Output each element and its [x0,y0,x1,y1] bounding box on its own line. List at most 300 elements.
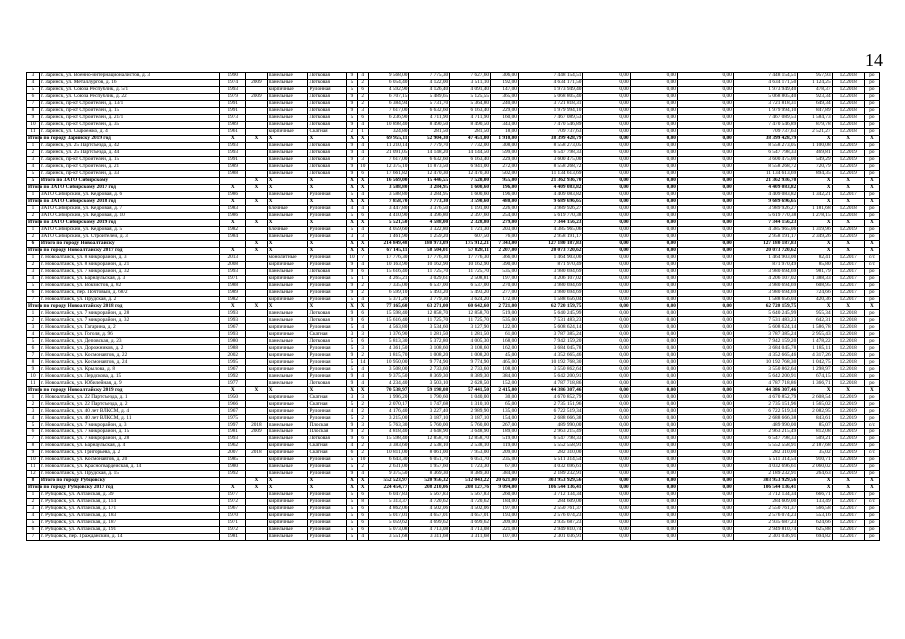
housing-repair-table [26,72,880,541]
table-cell: Рулонная [308,464,347,471]
table-cell: 5 371,20 [368,296,409,303]
table-cell: 1 979 994,10 [733,107,797,114]
table-cell: 552 523,97 [368,478,409,485]
table-cell: панельные [267,156,308,163]
table-cell: Рулонная [308,471,347,478]
table-row [27,317,880,324]
table-row [27,415,880,422]
table-cell: 2 631,00 [368,464,409,471]
table-cell: 0,00 [583,352,630,359]
table-cell: Х [357,303,368,310]
table-cell: 1 979 994,10 [518,107,582,114]
table-cell: 469,81 [798,149,832,156]
table-cell: 5 [347,401,358,408]
table-cell: 12.2017 [832,268,864,275]
table-cell: 5 640 245,99 [733,310,797,317]
table-cell [246,226,267,233]
table-cell: панельные [267,114,308,121]
table-total-row [27,478,880,485]
table-cell: 0,00 [677,436,733,443]
table-cell: Х [357,219,368,226]
table-cell: 2 538,10 [409,443,450,450]
table-cell: 0,00 [630,163,677,170]
table-cell: 1980 [220,464,246,471]
table-cell: 2 989,90 [450,408,491,415]
table-cell: 4 [27,331,40,338]
table-cell: с/с [864,254,879,261]
table-cell: панельные [267,233,308,240]
table-cell: Х [220,303,246,310]
table-cell: 1 [357,275,368,282]
table-cell: 3 550 862,64 [733,366,797,373]
table-cell: 0,00 [677,373,733,380]
table-cell: 209,00 [491,520,519,527]
table-cell: Лотковая [308,79,347,86]
table-cell: 0,00 [583,247,630,254]
table-cell: 0,00 [583,233,630,240]
table-cell: Лотковая [308,338,347,345]
table-cell: 4 592,90 [368,86,409,93]
table-cell: 5 [347,464,358,471]
table-row [27,352,880,359]
table-cell: 894,35 [798,170,832,177]
table-cell: 0,00 [630,289,677,296]
table-cell: 0,00 [630,177,677,184]
table-cell [246,506,267,513]
table-row [27,107,880,114]
table-cell: 35,02 [798,450,832,457]
table-cell: 2 688 666,38 [733,415,797,422]
table-cell: Х [798,135,832,142]
table-cell: 12.2018 [832,205,864,212]
table-cell: 6 [357,86,368,93]
table-cell: 4 059,60 [368,226,409,233]
table-cell: 12.2019 [832,429,864,436]
table-cell: кирпичные [267,324,308,331]
table-cell [246,345,267,352]
table-cell: 6 [27,429,40,436]
table-cell: 0,00 [677,156,733,163]
table-cell: 162,00 [491,345,519,352]
table-cell: 0,00 [583,114,630,121]
table-cell: кирпичные [267,499,308,506]
table-cell: Х [308,387,347,394]
table-cell: 0,00 [677,177,733,184]
table-cell: 1 600,60 [450,191,491,198]
table-cell [246,282,267,289]
table-cell: Х [798,485,832,492]
table-cell: 1 [27,310,40,317]
table-cell: 208 210,06 [409,485,450,492]
table-cell: 0,00 [583,261,630,268]
table-cell: 9 [347,422,358,429]
table-cell: 5 [347,275,358,282]
table-cell: Х [832,485,864,492]
table-cell: ро [864,533,879,540]
table-cell: 1989 [220,121,246,128]
table-cell: 0,00 [677,324,733,331]
table-cell: 308,00 [491,142,519,149]
table-total-row [27,135,880,142]
table-cell: 910,71 [798,457,832,464]
table-cell: 3 [27,73,40,80]
table-row [27,380,880,387]
table-cell: Лотковая [308,121,347,128]
table-cell: Х [864,485,879,492]
table-cell: ро [864,513,879,520]
table-cell: Х [267,478,308,485]
table-cell: 0,00 [630,254,677,261]
table-cell: 0,00 [677,142,733,149]
table-cell: 1 281,50 [450,331,491,338]
table-cell: 11 [27,380,40,387]
table-cell: 0,00 [583,163,630,170]
table-row [27,100,880,107]
table-cell: 1 366,71 [798,380,832,387]
table-cell: 12.2018 [832,345,864,352]
table-cell: 5 813,30 [368,338,409,345]
table-cell: 65,00 [491,401,519,408]
table-cell: 709 737,63 [518,128,582,135]
table-cell: 61,00 [491,331,519,338]
table-cell: 1971 [220,520,246,527]
table-cell: 0,00 [630,513,677,520]
table-cell: 2 963 215,49 [518,429,582,436]
table-cell: 1950 [220,394,246,401]
table-cell: Х [267,387,308,394]
table-cell: ро [864,128,879,135]
table-cell: 0,00 [583,191,630,198]
table-cell: 281,50 [450,128,491,135]
table-row [27,163,880,170]
table-cell: 5 552 558,91 [518,443,582,450]
table-total-row [27,198,880,205]
table-cell: панельные [267,464,308,471]
table-cell: кирпичные [267,415,308,422]
table-cell: 2 [357,443,368,450]
table-cell: ро [864,156,879,163]
table-cell: 12.2019 [832,471,864,478]
table-cell: 4 122,00 [409,79,450,86]
table-cell: Х [832,177,864,184]
table-cell: Х [864,387,879,394]
table-cell: 15 616,40 [368,268,409,275]
table-cell: 478,37 [798,86,832,93]
table-cell: 0,00 [630,401,677,408]
table-cell: Лотковая [308,73,347,80]
table-cell: 0,00 [630,478,677,485]
table-cell: 12.2017 [832,289,864,296]
table-cell: 0,00 [583,240,630,247]
table-cell: 4 409 083,82 [518,191,582,198]
table-cell: 4 [27,513,40,520]
table-cell: 10 [357,163,368,170]
table-cell: 85,80 [798,261,832,268]
table-cell: 12.2019 [832,436,864,443]
table-cell: 489 990,00 [733,422,797,429]
table-cell: 9 [347,261,358,268]
table-cell: Х [864,219,879,226]
table-cell: 0,00 [583,100,630,107]
table-cell: 0,00 [583,345,630,352]
table-cell: 270,00 [491,282,519,289]
table-cell: 5 [347,226,358,233]
table-cell: 0,00 [630,492,677,499]
table-cell: г. Новоалтайск, ул. Космонавтов, д. 20 [39,457,219,464]
table-cell: 7 [357,254,368,261]
table-cell: 1971 [220,275,246,282]
table-cell: ро [864,401,879,408]
table-cell: 12.2018 [832,79,864,86]
table-cell: 0,00 [677,261,733,268]
table-cell: 0,00 [583,436,630,443]
table-row [27,268,880,275]
table-cell: Х [308,478,347,485]
table-cell: 0,00 [630,457,677,464]
table-row [27,513,880,520]
table-cell [246,107,267,114]
table-cell: Х [308,303,347,310]
table-cell: 1993 [220,331,246,338]
table-cell: 0,00 [583,310,630,317]
table-cell: Итого по ЗАТО Сибирскому [39,177,219,184]
table-cell: 154,00 [491,415,519,422]
table-cell: г. Заринск, ул. Военно-интернационалистов, д. 3 [39,73,219,80]
table-row [27,73,880,80]
table-cell: ро [864,233,879,240]
table-total-row [27,485,880,492]
table-cell: кирпичные [267,352,308,359]
table-cell [246,254,267,261]
table-cell: 0,00 [677,457,733,464]
table-cell: 0,00 [583,198,630,205]
table-cell: Рулонная [308,457,347,464]
table-cell: 208 127,76 [450,485,491,492]
table-cell: 5 521,50 [368,219,409,226]
table-cell: 624,66 [798,520,832,527]
table-cell: г. Новоалтайск, ул. 8 микрорайон, д. 3 [39,254,219,261]
table-cell: 9 [347,429,358,436]
table-cell: 0,00 [677,415,733,422]
table-cell: 15 598,40 [368,310,409,317]
table-cell: 6 [357,520,368,527]
table-cell: 0,00 [583,526,630,533]
table-cell: 0,00 [583,121,630,128]
table-cell: 4 409 083,82 [518,184,582,191]
table-cell: 10 [347,254,358,261]
table-cell: 4 [357,380,368,387]
table-cell: 0,00 [630,338,677,345]
table-cell: Х [832,387,864,394]
table-cell: 3 227,40 [409,408,450,415]
table-cell: 4 [357,149,368,156]
table-cell: Х [220,387,246,394]
table-cell: 12.2017 [832,296,864,303]
table-cell: г. Новоалтайск, пер. Почтовый, д. 68/2 [39,289,219,296]
table-cell: 229,00 [491,156,519,163]
table-cell: 135,00 [491,408,519,415]
table-cell: 0,00 [630,380,677,387]
table-cell: 0,00 [583,394,630,401]
table-cell: 57 441,50 [450,387,491,394]
table-cell: 1967 [220,366,246,373]
table-cell: 0,00 [630,219,677,226]
table-cell: г. Новоалтайск, ул. Космонавтов, д. 24 [39,359,219,366]
table-cell: 3 187,10 [450,415,491,422]
table-cell: 5 [27,520,40,527]
table-cell: 0,00 [677,408,733,415]
table-cell: 4 [357,142,368,149]
table-cell: Х [267,135,308,142]
table-cell: 0,00 [630,533,677,540]
table-cell: Х [308,485,347,492]
table-cell: ро [864,331,879,338]
table-row [27,254,880,261]
table-cell: 7 343,00 [491,240,519,247]
table-cell: Х [308,177,347,184]
table-cell: Лотковая [308,107,347,114]
table-cell: 6 547 798,33 [518,149,582,156]
table-cell: 1982 [220,296,246,303]
table-cell: 5 [347,359,358,366]
table-cell: 0,00 [583,443,630,450]
table-cell: 193,00 [491,513,519,520]
table-cell: Рулонная [308,513,347,520]
table-cell: ро [864,107,879,114]
table-cell: 0,00 [677,317,733,324]
table-cell: 0,00 [583,499,630,506]
table-cell: 5 567,83 [409,492,450,499]
table-cell: 0,00 [583,177,630,184]
table-cell: 9 [347,100,358,107]
table-cell: Рулонная [308,520,347,527]
table-cell: 2 935 687,23 [733,520,797,527]
table-cell: 4 352 665,46 [518,352,582,359]
table-cell: 0,00 [677,506,733,513]
table-cell: 175 912,21 [450,240,491,247]
table-cell: 4 [27,415,40,422]
table-cell: 3 511,10 [450,79,491,86]
table-cell: 5 [347,212,358,219]
table-cell: г. Новоалтайск, ул. Григорьева, д. 2 [39,450,219,457]
table-cell: 3 648,90 [409,429,450,436]
table-cell: г. Рубцовск, пер. Гражданский, д. 14 [39,533,219,540]
table-cell: 2 301 036,91 [733,533,797,540]
table-cell: 2 189 232,91 [518,471,582,478]
table-cell: 4 126,40 [409,86,450,93]
table-cell: 4 862,06 [368,506,409,513]
table-cell: Х [798,240,832,247]
table-cell: 9 [347,163,358,170]
table-cell: 1988 [220,345,246,352]
table-cell: 6 163,40 [450,107,491,114]
table-row [27,464,880,471]
table-cell: 12.2017 [832,254,864,261]
table-cell: 3 [27,408,40,415]
table-cell: г. Новоалтайск, ул. 22 Партсъезда, д. 1 [39,394,219,401]
table-cell: 0,00 [630,352,677,359]
table-total-row [27,240,880,247]
table-cell: 3 187,10 [409,415,450,422]
table-cell: 1 124,25 [798,79,832,86]
table-row [27,79,880,86]
table-cell: кирпичные [267,275,308,282]
table-cell: 12.2019 [832,163,864,170]
table-cell: ЗАТО Сибирский, ул. Строителей, д. 3 [39,233,219,240]
table-cell: 0,00 [630,205,677,212]
table-cell: 3 989 926,27 [733,205,797,212]
table-cell: 5 [347,345,358,352]
table-cell: 0,00 [630,471,677,478]
table-cell: 0,00 [630,485,677,492]
table-cell: 0,00 [630,310,677,317]
table-cell: 0,00 [677,240,733,247]
table-cell: 1993 [220,436,246,443]
table-cell: 5 642 200,91 [733,373,797,380]
table-cell: 127 180 187,83 [733,240,797,247]
table-cell: 0,00 [677,219,733,226]
table-cell: ЗАТО Сибирский, ул. Кедровая, д. 7 [39,205,219,212]
table-cell: 3 311,68 [409,533,450,540]
table-cell: 0,00 [630,79,677,86]
table-cell: 0,00 [677,492,733,499]
table-cell: 6 236,90 [368,114,409,121]
table-cell: ро [864,464,879,471]
table-cell: 184,00 [491,499,519,506]
table-cell: 0,00 [630,422,677,429]
table-cell: 2 [357,100,368,107]
table-cell: 5 059,62 [368,520,409,527]
table-cell: 2018 [246,422,267,429]
table-cell: ро [864,457,879,464]
table-cell: Итого по городу Новоалтайску 2019 год [28,386,123,393]
table-cell: Х [798,247,832,254]
table-cell: 0,00 [583,324,630,331]
table-cell: 1 464 903,00 [518,254,582,261]
table-cell: панельные [267,317,308,324]
table-cell: 0,00 [677,303,733,310]
table-cell: 8 490,50 [409,121,450,128]
table-cell: 0,00 [630,499,677,506]
table-cell: 3 588,80 [368,184,409,191]
table-cell: 724,66 [798,289,832,296]
table-cell: 8 558 273,05 [518,142,582,149]
table-total-row [27,219,880,226]
table-cell: Рулонная [308,408,347,415]
table-row [27,310,880,317]
table-cell: 10 [357,457,368,464]
table-row [27,142,880,149]
table-cell: 10 163,90 [368,261,409,268]
table-cell: 8 558 273,05 [733,142,797,149]
table-cell: 67,00 [491,464,519,471]
table-cell: 5 619 770,38 [733,212,797,219]
table-cell: 7 520,00 [450,177,491,184]
table-cell: 7 344 156,23 [733,219,797,226]
table-cell: 1985 [220,457,246,464]
table-cell: 9 375,50 [368,373,409,380]
table-cell: 5 511 314,54 [518,457,582,464]
table-cell: 0,00 [677,289,733,296]
table-cell [246,380,267,387]
table-cell: ро [864,310,879,317]
table-cell: 0,00 [583,464,630,471]
table-cell: Лотковая [308,149,347,156]
table-cell: 267,00 [491,422,519,429]
table-cell: 5 [347,533,358,540]
table-cell: 6 051,70 [450,457,491,464]
table-cell: кирпичные [267,443,308,450]
